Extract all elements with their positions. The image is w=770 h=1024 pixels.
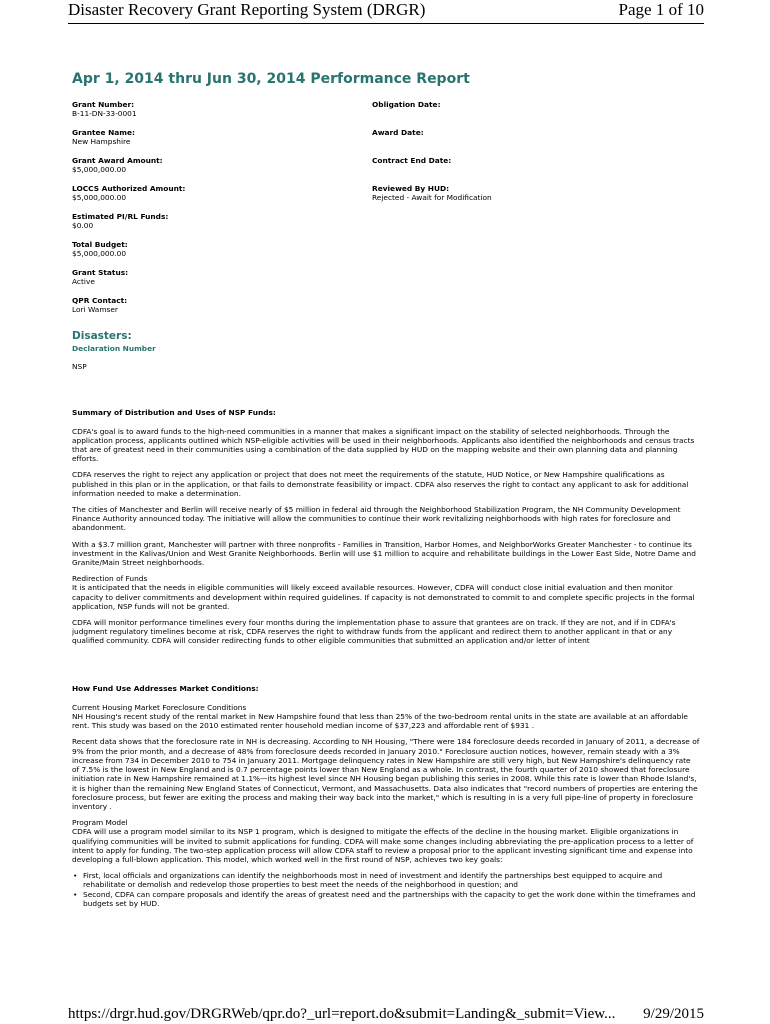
field-label: Estimated PI/RL Funds: [72, 212, 169, 221]
field-qpr-contact [72, 296, 372, 324]
field-label: Grant Number: [72, 100, 135, 109]
report-title: Apr 1, 2014 thru Jun 30, 2014 Performance Report [72, 71, 470, 87]
field-grant-award-amount [72, 156, 372, 184]
bullet-icon: • [73, 871, 78, 881]
field-label: Grant Award Amount: [72, 156, 163, 165]
report-body [72, 70, 700, 908]
paragraph: CDFA reserves the right to reject any application or project that does not meet the requirements of the statute, HUD Notice, or New Hampshire qualifications as published in this plan or in the application, or that fails to demonstrate feasibility or impact. CDFA also reserves the right to contact any applicant to ask for additional information needed to make a determination. [72, 470, 689, 498]
field-value: Rejected - Await for Modification [372, 193, 492, 203]
field-value: $5,000,000.00 [72, 249, 127, 259]
field-reviewed-by-hud [372, 184, 700, 212]
grant-fields [72, 100, 700, 324]
program-goals-list [72, 871, 700, 908]
field-label: Award Date: [372, 128, 424, 137]
field-label: Contract End Date: [372, 156, 452, 165]
field-value: $0.00 [72, 221, 94, 231]
paragraph [72, 574, 700, 611]
field-grant-number [72, 100, 372, 128]
field-label: LOCCS Authorized Amount: [72, 184, 186, 193]
summary-heading: Summary of Distribution and Uses of NSP Funds: [72, 408, 276, 418]
paragraph-subheading: Program Model [72, 818, 128, 828]
field-estimated-pi-rl-funds [72, 212, 372, 240]
bullet-icon: • [73, 889, 78, 899]
field-label: Obligation Date: [372, 100, 441, 109]
declaration-number-label: Declaration Number [72, 344, 156, 353]
footer-url: https://drgr.hud.gov/DRGRWeb/qpr.do?_url=report.do&submit=Landing&_submit=View... [68, 1006, 616, 1022]
page-header [68, 0, 704, 26]
field-label: Grant Status: [72, 268, 129, 277]
paragraph: CDFA's goal is to award funds to the high-need communities in a manner that makes a significant impact on the stability of selected neighborhoods. Through the application process, applicants outlined which NSP-eligible activities will be used in their neighborhoods. Applicants also identified the neighborhoods and census tracts that are of greatest need in their communities using a combination of the data supplied by HUD on the mapping website and their own planning data and planning efforts. [72, 426, 695, 464]
field-award-date [372, 128, 700, 156]
market-section [72, 703, 700, 864]
market-heading: How Fund Use Addresses Market Conditions: [72, 683, 259, 693]
page-number: Page 1 of 10 [618, 0, 704, 19]
system-title: Disaster Recovery Grant Reporting System (DRGR) [68, 0, 426, 19]
field-total-budget [72, 240, 372, 268]
field-loccs-authorized-amount [72, 184, 372, 212]
paragraph: The cities of Manchester and Berlin will receive nearly of $5 million in federal aid through the Neighborhood Stabilization Program, the NH Community Development Finance Authority announced today. The initiative will allow the communities to continue their work revitalizing neighborhoods with high rates for foreclosure and abandonment. [72, 505, 681, 533]
field-contract-end-date [372, 156, 700, 184]
paragraph: With a $3.7 million grant, Manchester will partner with three nonprofits - Families in Transition, Harbor Homes, and NeighborWorks Greater Manchester - to continue its investment in the Kalivas/Union and West Granite Neighborhoods. Berlin will use $1 million to acquire and rehabilitate buildings in the Lower East Side, Notre Dame and Granite/Main Street neighborhoods. [72, 539, 696, 568]
footer-date: 9/29/2015 [643, 1006, 704, 1022]
paragraph-subheading: Redirection of Funds [72, 574, 148, 584]
paragraph-subheading: Current Housing Market Foreclosure Conditions [72, 702, 247, 712]
field-label: Total Budget: [72, 240, 128, 249]
paragraph [72, 703, 700, 731]
field-grant-status [72, 268, 372, 296]
summary-section [72, 427, 700, 646]
field-value: Active [72, 277, 95, 287]
field-label: Reviewed By HUD: [372, 184, 450, 193]
header-divider [68, 23, 704, 24]
declaration-number-value: NSP [72, 362, 87, 372]
field-label: QPR Contact: [72, 296, 128, 305]
field-value: $5,000,000.00 [72, 193, 127, 203]
field-grantee-name [72, 128, 372, 156]
paragraph-text: NH Housing's recent study of the rental market in New Hampshire found that less than 25% of the two-bedroom rental units in the state are available at an affordable rent. This study was based on the 2010 estimated renter household median income of $37,223 and affordable rent of $931 . [72, 712, 688, 731]
list-item [72, 871, 700, 889]
field-value: $5,000,000.00 [72, 165, 127, 175]
grant-fields-left [72, 100, 372, 324]
field-obligation-date [372, 100, 700, 128]
list-item-text: First, local officials and organizations can identify the neighborhoods most in need of investment and identify the partnerships best equipped to acquire and rehabilitate or demolish and redevelop those properties to best meet the needs of the neighborhood in question; and [83, 871, 663, 890]
field-label: Grantee Name: [72, 128, 135, 137]
paragraph: CDFA will monitor performance timelines every four months during the implementation phase to assure that grantees are on track. If they are not, and if in CDFA's judgment regulatory timelines become at risk, CDFA reserves the right to withdraw funds from the applicant and redirect them to another applicant in that or any qualified community. CDFA will consider redirecting funds to other eligible communities that submitted an application and/or letter of intent [72, 618, 676, 646]
paragraph-text: CDFA will use a program model similar to its NSP 1 program, which is designed to mitigate the effects of the decline in the housing market. Eligible organizations in qualifying communities will be invited to submit applications for funding. CDFA will make some changes including abbreviating the pre-application process to a letter of intent to apply for funding. The two-step application process will allow CDFA staff to review a proposal prior to the applicant investing significant time and expense into developing a full-blown application. This model, which worked well in the first round of NSP, achieves two key goals: [72, 827, 694, 864]
list-item-text: Second, CDFA can compare proposals and identify the areas of greatest need and the partnerships with the capacity to get the work done within the timeframes and budgets set by HUD. [83, 889, 696, 908]
list-item [72, 890, 700, 908]
grant-fields-right [372, 100, 700, 324]
field-value: Lori Wamser [72, 305, 118, 315]
paragraph [72, 818, 700, 864]
disasters-heading: Disasters: [72, 330, 132, 342]
field-value: B-11-DN-33-0001 [72, 109, 137, 119]
paragraph-text: It is anticipated that the needs in eligible communities will likely exceed available resources. However, CDFA will conduct close initial evaluation and then monitor capacity to deliver commitments and development within required guidelines. If capacity is not demonstrated to commit to and complete specific projects in the formal application, NSP funds will not be granted. [72, 583, 695, 611]
field-value: New Hampshire [72, 137, 131, 147]
paragraph: Recent data shows that the foreclosure rate in NH is decreasing. According to NH Housing, "There were 184 foreclosure deeds recorded in January of 2011, a decrease of 9% from the prior month, and a decrease of 48% from foreclosure deeds recorded in January 2010." Foreclosure auction notices, however, remain steady with a 3% increase from 734 in December 2010 to 754 in January 2011. Mortgage delinquency rates in New Hampshire are still very high, but New Hampshire's delinquency rate of 7.5% is the lowest in New England and is 0.7 percentage points lower than New England as a whole. In contrast, the fourth quarter of 2010 showed that foreclosure initiation rate in New Hampshire remained at 1.1%—its highest level since NH Housing began publishing this series in 2008. While this rate is lower than Rhode Island's, it is higher than the remaining New England States of Connecticut, Vermont, and Massachusetts. Data also indicates that "record numbers of properties are entering the foreclosure process, but fewer are exiting the process and making their way back into the market," which is resulting in is a very full pipe-line of property in foreclosure inventory . [72, 737, 700, 811]
